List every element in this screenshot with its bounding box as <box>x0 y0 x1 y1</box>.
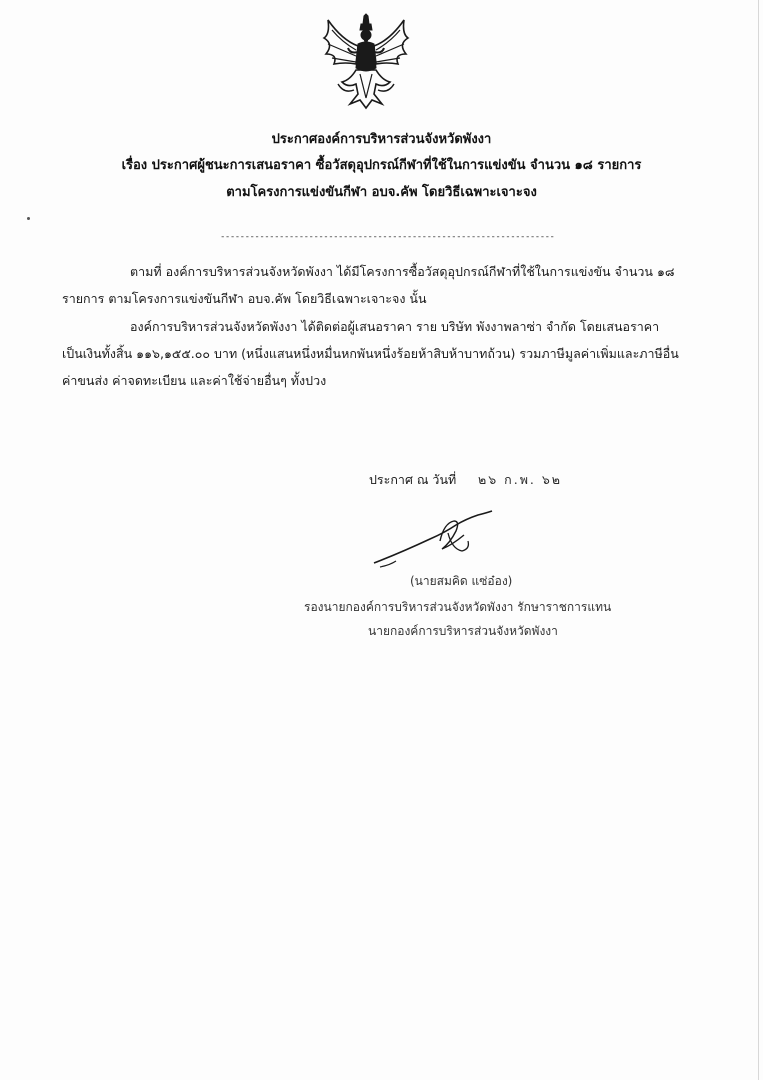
announcement-subject-cont: ตามโครงการแข่งขันกีฬา อบจ.คัพ โดยวิธีเฉพาะเจาะจง <box>226 185 537 200</box>
announcement-date-stamp: ๒๖ ก.พ. ๖๒ <box>478 472 563 487</box>
announcement-subject: เรื่อง ประกาศผู้ชนะการเสนอราคา ซื้อวัสดุอุปกรณ์กีฬาที่ใช้ในการแข่งขัน จำนวน ๑๘ รายการ <box>121 158 642 173</box>
signatory-title-cont: นายกองค์การบริหารส่วนจังหวัดพังงา <box>368 624 558 638</box>
scan-speck <box>27 217 30 220</box>
handwritten-signature <box>370 505 500 575</box>
paragraph2-line2: เป็นเงินทั้งสิ้น ๑๑๖,๑๕๕.๐๐ บาท (หนึ่งแสนหนึ่งหมื่นหกพันหนึ่งร้อยห้าสิบห้าบาทถ้วน) รวมภาษีมูลค่าเพิ่มและภาษีอื่น <box>62 346 679 361</box>
paragraph2-line1: องค์การบริหารส่วนจังหวัดพังงา ได้ติดต่อผู้เสนอราคา ราย บริษัท พังงาพลาซ่า จำกัด โดยเสนอราคา <box>130 319 660 334</box>
paragraph2-line3: ค่าขนส่ง ค่าจดทะเบียน และค่าใช้จ่ายอื่นๆ ทั้งปวง <box>62 373 327 388</box>
announcement-title: ประกาศองค์การบริหารส่วนจังหวัดพังงา <box>271 132 492 147</box>
paragraph1-line1: ตามที่ องค์การบริหารส่วนจังหวัดพังงา ได้มีโครงการซื้อวัสดุอุปกรณ์กีฬาที่ใช้ในการแข่งขัน จำนวน ๑๘ <box>130 264 675 279</box>
garuda-emblem-icon <box>320 14 412 110</box>
signatory-name: (นายสมคิด แซ่อ๋อง) <box>410 574 513 588</box>
paragraph1-line2: รายการ ตามโครงการแข่งขันกีฬา อบจ.คัพ โดยวิธีเฉพาะเจาะจง นั้น <box>62 291 427 306</box>
signatory-title: รองนายกองค์การบริหารส่วนจังหวัดพังงา รักษาราชการแทน <box>304 600 612 614</box>
announcement-date-label: ประกาศ ณ วันที่ <box>369 472 457 487</box>
divider-line: -------------------------------------------------------------------- <box>220 232 555 242</box>
